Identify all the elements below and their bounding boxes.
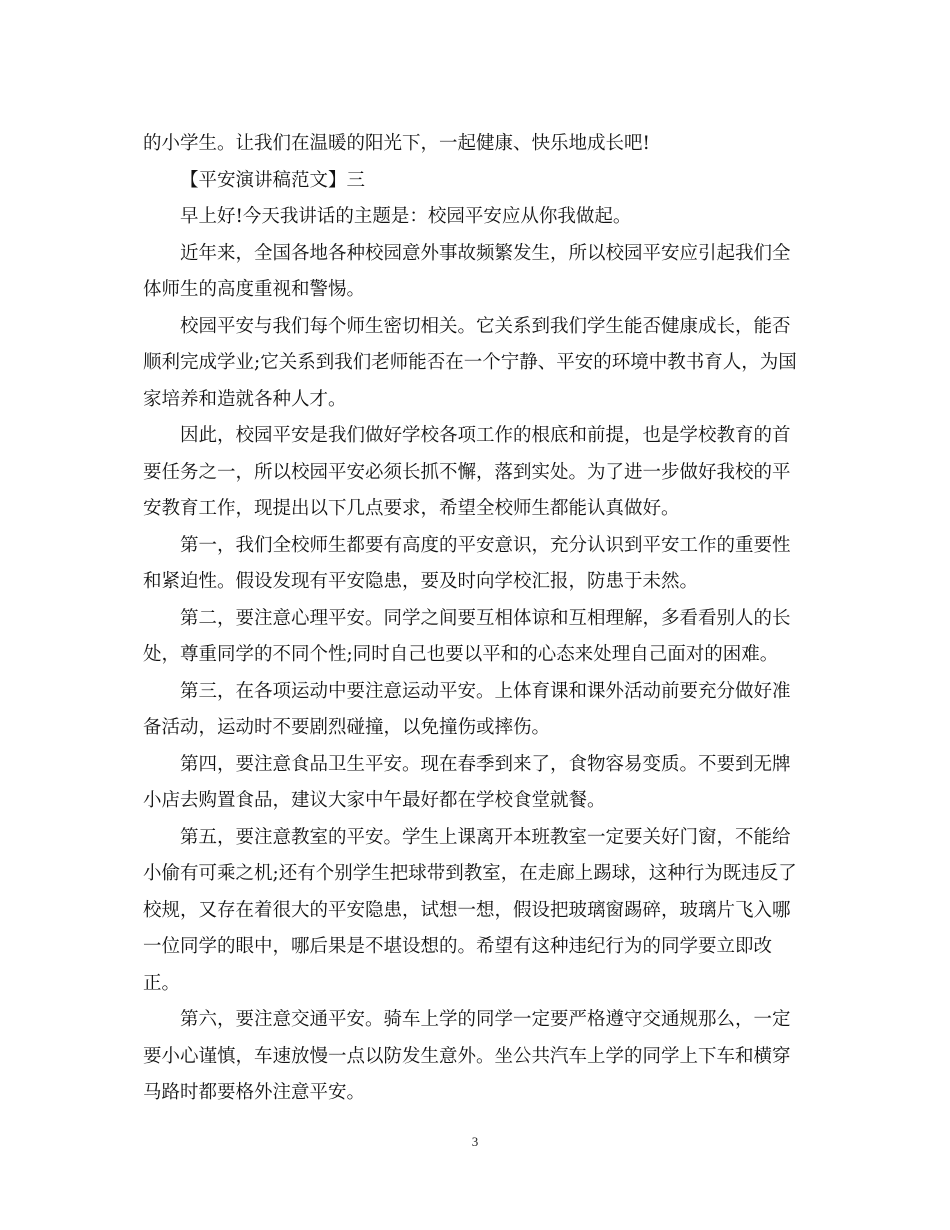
text-line: 小店去购置食品，建议大家中午最好都在学校食堂就餐。 [143,790,606,811]
text-line: 马路时都要格外注意平安。 [143,1082,366,1103]
text-line: 校规，又存在着很大的平安隐患，试想一想，假设把玻璃窗踢碎，玻璃片飞入哪 [143,899,791,921]
text-line: 处，尊重同学的不同个性;同时自己也要以平和的心态来处理自己面对的困难。 [143,644,779,665]
text-line: 因此，校园平安是我们做好学校各项工作的根底和前提，也是学校教育的首 [180,425,791,446]
text-line: 和紧迫性。假设发现有平安隐患，要及时向学校汇报，防患于未然。 [143,571,699,592]
text-line: 校园平安与我们每个师生密切相关。它关系到我们学生能否健康成长，能否 [180,315,791,337]
document-body [143,126,808,1112]
text-line: 家培养和造就各种人才。 [143,388,347,410]
text-line: 第三，在各项运动中要注意运动平安。上体育课和课外活动前要充分做好准 [180,680,791,702]
text-line: 要任务之一，所以校园平安必须长抓不懈，落到实处。为了进一步做好我校的平 [143,461,791,483]
text-line: 小偷有可乘之机;还有个别学生把球带到教室，在走廊上踢球，这种行为既违反了 [143,863,797,884]
text-line: 近年来，全国各地各种校园意外事故频繁发生，所以校园平安应引起我们全 [180,242,791,264]
page-number: 3 [471,1134,479,1149]
text-line: 第一，我们全校师生都要有高度的平安意识，充分认识到平安工作的重要性 [180,534,791,556]
text-line: 顺利完成学业;它关系到我们老师能否在一个宁静、平安的环境中教书育人，为国 [143,352,797,373]
text-line: 的小学生。让我们在温暖的阳光下，一起健康、快乐地成长吧! [143,133,650,154]
text-line: 第二，要注意心理平安。同学之间要互相体谅和互相理解，多看看别人的长 [180,607,791,629]
text-line: 要小心谨慎，车速放慢一点以防发生意外。坐公共汽车上学的同学上下车和横穿 [143,1045,791,1067]
text-line: 第五，要注意教室的平安。学生上课离开本班教室一定要关好门窗，不能给 [180,826,791,848]
text-line: 体师生的高度重视和警惕。 [143,279,366,300]
text-line: 正。 [143,972,181,994]
text-line: 备活动，运动时不要剧烈碰撞，以免撞伤或摔伤。 [143,717,551,738]
text-line: 早上好!今天我讲话的主题是：校园平安应从你我做起。 [180,206,632,227]
text-line: 安教育工作，现提出以下几点要求，希望全校师生都能认真做好。 [143,498,680,519]
text-line: 【平安演讲稿范文】三 [180,169,366,191]
text-line: 第六，要注意交通平安。骑车上学的同学一定要严格遵守交通规那么，一定 [180,1009,791,1030]
text-line: 一位同学的眼中，哪后果是不堪设想的。希望有这种违纪行为的同学要立即改 [143,936,773,957]
text-line: 第四，要注意食品卫生平安。现在春季到来了，食物容易变质。不要到无牌 [180,753,791,775]
